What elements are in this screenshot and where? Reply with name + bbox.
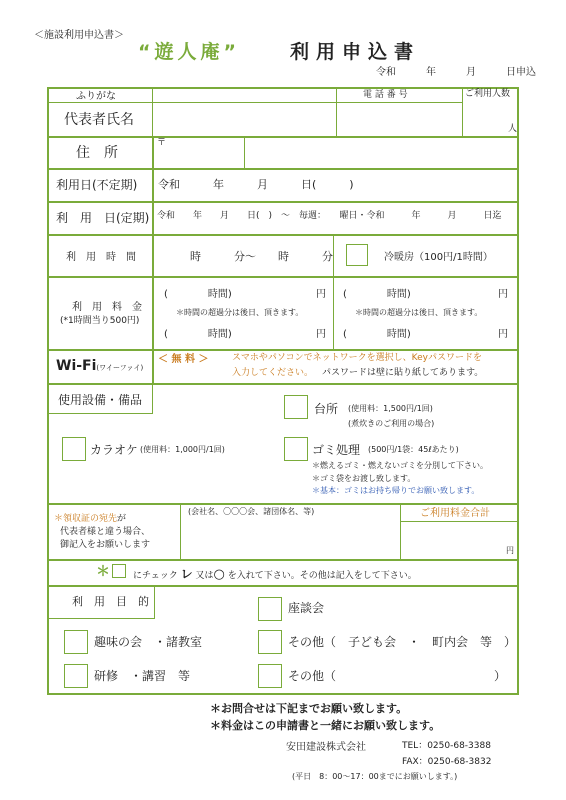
wifi-line2-b: パスワードは壁に貼り紙してあります。 [322,368,484,378]
equipment-label: 使用設備・備品 [58,393,143,407]
date-irregular-field[interactable]: 令和 年 月 日( ) [158,178,354,191]
fee-yen-1: 円 [316,289,326,300]
date-regular-field[interactable]: 令和 年 月 日( ) ～ 毎週： 曜日・令和 年 月 日迄 [157,211,502,221]
check-note: にチェック レ 又は○ を入れて下さい。その他は記入をして下さい。 [133,567,417,582]
fee-note-2: ＊時間の超過分は後日、頂きます。 [355,308,483,317]
receipt-line-1: ＊領収証の宛先が [54,514,127,524]
receipt-input[interactable] [182,520,398,558]
address-label: 住 所 [76,145,118,161]
postal-input[interactable] [166,139,243,167]
garbage-fee: (500円/1袋：45ℓあたり) [368,445,459,454]
total-label: ご利用料金合計 [420,508,490,519]
furigana-label: ふりがな [76,91,116,102]
purpose-opt3-checkbox[interactable] [258,630,282,654]
purpose-label: 利 用 目 的 [72,595,149,608]
fee-note-1: ＊時間の超過分は後日、頂きます。 [176,308,304,317]
receipt-hint: (会社名、〇〇〇会、諸団体名、等) [188,507,315,516]
page-title: 利用申込書 [290,41,421,63]
karaoke-checkbox[interactable] [62,437,86,461]
wifi-line2-a: 入力してください。 [232,368,314,378]
footer-hours: (平日 8：00～17：00までにお願いします。) [292,772,458,781]
fee-yen-4: 円 [498,329,508,340]
fee-label: 利 用 料 金 [72,302,142,313]
purpose-opt2-checkbox[interactable] [64,630,88,654]
purpose-opt5-checkbox[interactable] [258,664,282,688]
purpose-opt4-checkbox[interactable] [64,664,88,688]
rep-name-input[interactable] [154,104,335,135]
check-example-box [112,564,126,578]
fee-hours-4[interactable]: ( 時間) [343,329,411,340]
purpose-opt1-label: 座談会 [288,601,325,615]
postal-mark: 〒 [157,138,167,148]
footer-note-2: ＊料金はこの申請書と一緒にお願い致します。 [210,719,441,732]
footer-company: 安田建設株式会社 [286,742,366,753]
footer-fax: FAX：0250-68-3832 [402,757,492,767]
kitchen-note: (煮炊きのご利用の場合) [348,419,435,428]
kitchen-label: 台所 [314,402,339,416]
address-input[interactable] [246,139,516,167]
people-unit: 人 [508,124,518,134]
time-field[interactable]: 時 分～ 時 分 [190,250,333,263]
aircon-checkbox[interactable] [346,244,368,266]
purpose-other-input[interactable] [350,664,490,688]
check-note-asterisk: ＊ [96,564,110,580]
date-line: 令和 年 月 日申込 [376,67,536,78]
furigana-input[interactable] [153,89,335,102]
fee-label-sub: (*1時間当り500円) [60,316,140,326]
kitchen-fee: (使用料：1,500円/1回) [348,404,433,413]
fee-yen-3: 円 [498,289,508,300]
wifi-label: Wi-Fi(ワイーファイ) [56,358,144,374]
date-regular-label: 利 用 日(定期) [56,211,150,225]
wifi-free-badge: ＜ 無 料 ＞ [158,354,209,365]
purpose-opt4-label: 研修 ・講習 等 [94,669,191,683]
karaoke-label: カラオケ [90,443,138,457]
purpose-opt5-label: その他（ [288,669,337,683]
garbage-label: ゴミ処理 [312,443,361,457]
phone-input[interactable] [338,104,461,135]
time-label: 利 用 時 間 [66,252,136,263]
garbage-note-1: ＊燃えるゴミ・燃えないゴミを分別して下さい。 [312,461,488,470]
receipt-line-2: 代表者様と違う場合、 [60,527,151,537]
karaoke-fee: (使用料：1,000円/1回) [140,445,225,454]
total-input[interactable] [402,523,516,558]
rep-name-label: 代表者氏名 [64,112,134,128]
fee-yen-2: 円 [316,329,326,340]
garbage-note-3: ＊基本：ゴミはお持ち帰りでお願い致します。 [312,486,480,495]
people-label: ご利用人数 [465,89,511,99]
date-irregular-label: 利用日(不定期) [56,178,138,192]
purpose-opt3-label: その他（ 子ども会 ・ 町内会 等 ） [288,635,517,649]
aircon-label: 冷暖房（100円/1時間） [384,252,493,263]
fee-hours-2[interactable]: ( 時間) [164,329,232,340]
total-yen: 円 [506,546,514,555]
facility-name: “遊人庵” [138,41,240,63]
footer-tel: TEL：0250-68-3388 [402,741,491,751]
fee-hours-3[interactable]: ( 時間) [343,289,411,300]
purpose-opt2-label: 趣味の会 ・諸教室 [94,635,203,649]
purpose-opt5-close: ） [494,669,507,683]
form-tag: ＜施設利用申込書＞ [34,30,124,41]
garbage-note-2: ＊ゴミ袋をお渡し致します。 [312,474,416,483]
footer-note-1: ＊お問合せは下記までお願い致します。 [210,702,408,715]
purpose-opt1-checkbox[interactable] [258,597,282,621]
garbage-checkbox[interactable] [284,437,308,461]
phone-label: 電 話 番 号 [363,90,408,100]
kitchen-checkbox[interactable] [284,395,308,419]
fee-hours-1[interactable]: ( 時間) [164,289,232,300]
receipt-line-3: 御記入をお願いします [60,540,151,550]
wifi-line1: スマホやパソコンでネットワークを選択し、Keyパスワードを [232,353,482,363]
